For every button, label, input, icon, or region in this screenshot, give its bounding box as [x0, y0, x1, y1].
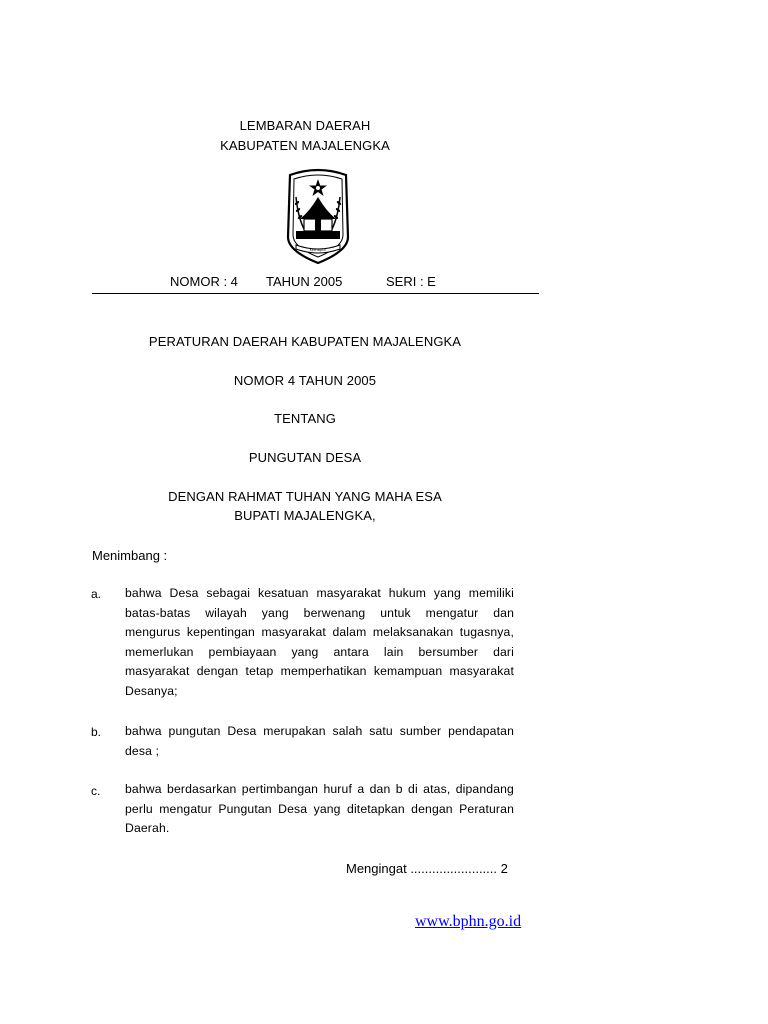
menimbang-label: Menimbang : — [92, 548, 168, 563]
item-a-line: batas-batas wilayah yang berwenang untuk mengatur dan — [125, 605, 514, 620]
item-b-letter: b. — [91, 725, 102, 739]
item-b-text — [125, 722, 514, 761]
item-a-line: memerlukan pembiayaan yang antara lain bersumber dari — [125, 644, 514, 659]
header-line-1: LEMBARAN DAERAH — [239, 118, 371, 133]
item-a-line: mengurus kepentingan masyarakat dalam melaksanakan tugasnya, — [125, 625, 514, 639]
item-c-text — [125, 780, 514, 839]
item-b-line: bahwa pungutan Desa merupakan salah satu sumber pendapatan — [125, 724, 514, 738]
item-b-line: desa ; — [125, 743, 160, 758]
item-a-line: masyarakat dengan tetap memperhatikan kemampuan masyarakat — [125, 664, 514, 678]
item-a-letter: a. — [91, 587, 102, 601]
title-line-2: NOMOR 4 TAHUN 2005 — [233, 373, 377, 388]
regency-emblem-icon — [282, 167, 354, 267]
item-c-line: perlu mengatur Pungutan Desa yang ditetapkan dengan Peraturan — [125, 801, 514, 816]
item-a-line: Desanya; — [125, 683, 178, 698]
meta-nomor: NOMOR : 4 — [170, 274, 238, 289]
title-line-1: PERATURAN DAERAH KABUPATEN MAJALENGKA — [148, 334, 462, 349]
svg-text:KERTAJATI: KERTAJATI — [309, 248, 327, 252]
continuation-marker: Mengingat ........................ 2 — [346, 861, 508, 876]
title-line-6: BUPATI MAJALENGKA, — [234, 508, 376, 523]
title-line-4: PUNGUTAN DESA — [248, 450, 362, 465]
title-line-5: DENGAN RAHMAT TUHAN YANG MAHA ESA — [168, 489, 442, 504]
meta-tahun: TAHUN 2005 — [266, 274, 343, 289]
title-line-3: TENTANG — [274, 411, 336, 426]
item-c-letter: c. — [91, 784, 101, 798]
header-line-2: KABUPATEN MAJALENGKA — [220, 138, 390, 153]
meta-seri: SERI : E — [386, 274, 436, 289]
item-c-line: bahwa berdasarkan pertimbangan huruf a dan b di atas, dipandang — [125, 782, 514, 796]
horizontal-rule — [92, 293, 539, 294]
item-a-line: bahwa Desa sebagai kesatuan masyarakat hukum yang memiliki — [125, 586, 514, 600]
item-a-text — [125, 584, 514, 701]
item-c-line: Daerah. — [125, 821, 170, 835]
footer-link[interactable]: www.bphn.go.id — [415, 913, 522, 930]
